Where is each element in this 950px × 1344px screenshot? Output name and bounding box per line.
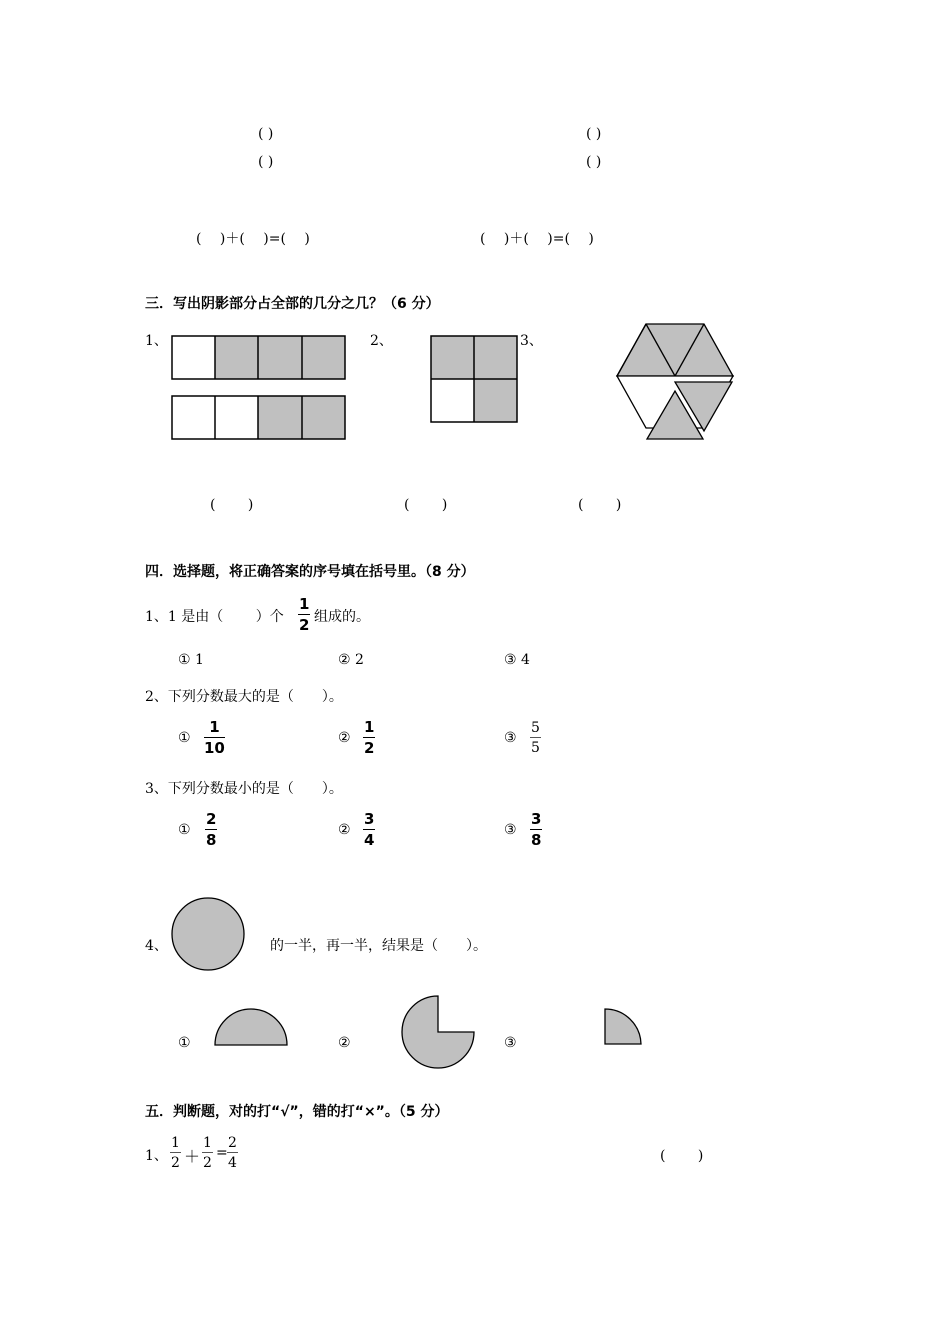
- answer-blank[interactable]: ( ): [258, 154, 274, 170]
- item-3-label: 3、: [520, 333, 543, 349]
- full-circle-figure: [170, 896, 248, 974]
- option-marker-1[interactable]: ①: [178, 1035, 191, 1051]
- question-2-text: 2、下列分数最大的是（ ）。: [145, 689, 343, 705]
- section-3-title: 三．写出阴影部分占全部的几分之几？（6 分）: [145, 296, 440, 312]
- option-marker-1[interactable]: ①: [178, 822, 191, 838]
- fraction-option-1[interactable]: 1 10: [204, 718, 225, 757]
- option-marker-3[interactable]: ③: [504, 1035, 517, 1051]
- fraction-option-3[interactable]: 3 8: [531, 810, 542, 849]
- question-4-label: 4、: [145, 938, 168, 954]
- section-5-title: 五．判断题，对的打“√”，错的打“×”。（5 分）: [145, 1104, 449, 1120]
- quarter-circle-option[interactable]: [602, 1006, 646, 1048]
- question-3-text: 3、下列分数最小的是（ ）。: [145, 781, 343, 797]
- item-2-label: 2、: [370, 333, 393, 349]
- answer-blank[interactable]: ( ): [586, 154, 602, 170]
- question-4-text: 的一半，再一半，结果是（ ）。: [270, 938, 487, 954]
- three-quarter-circle-option[interactable]: [398, 994, 478, 1072]
- answer-blank[interactable]: ( ): [586, 126, 602, 142]
- item-1-label: 1、: [145, 333, 168, 349]
- option-marker-3[interactable]: ③: [504, 822, 517, 838]
- option-1[interactable]: ① 1: [178, 652, 204, 668]
- option-marker-3[interactable]: ③: [504, 730, 517, 746]
- option-marker-1[interactable]: ①: [178, 730, 191, 746]
- plus-sign: ＋: [184, 1147, 201, 1166]
- answer-blank[interactable]: ( ): [210, 497, 254, 513]
- addition-equation-right[interactable]: ( )＋( )=( ): [480, 231, 594, 247]
- answer-blank[interactable]: ( ): [258, 126, 274, 142]
- judge-1-label: 1、: [145, 1148, 168, 1164]
- option-3[interactable]: ③ 4: [504, 652, 530, 668]
- half-circle-option[interactable]: [212, 1007, 292, 1049]
- question-1-text-end: 组成的。: [314, 609, 370, 625]
- option-2[interactable]: ② 2: [338, 652, 364, 668]
- fraction-one-half: 1 2: [299, 595, 310, 634]
- option-marker-2[interactable]: ②: [338, 1035, 351, 1051]
- equals-sign: =: [216, 1145, 228, 1161]
- section-4-title: 四．选择题，将正确答案的序号填在括号里。（8 分）: [145, 564, 475, 580]
- square-fraction-figure: [429, 334, 521, 426]
- addition-equation-left[interactable]: ( )＋( )=( ): [196, 231, 310, 247]
- question-1-text: 1、1 是由（ ）个: [145, 609, 284, 625]
- fraction-option-2[interactable]: 1 2: [364, 718, 375, 757]
- fraction-c: 2 4: [228, 1135, 237, 1171]
- fraction-option-3[interactable]: 5 5: [531, 720, 540, 756]
- answer-blank[interactable]: ( ): [578, 497, 622, 513]
- fraction-a: 1 2: [171, 1135, 180, 1171]
- option-marker-2[interactable]: ②: [338, 730, 351, 746]
- rectangle-fraction-figure-1: [170, 334, 348, 442]
- fraction-option-1[interactable]: 2 8: [206, 810, 217, 849]
- fraction-option-2[interactable]: 3 4: [364, 810, 375, 849]
- hexagon-fraction-figure: [614, 321, 736, 443]
- option-marker-2[interactable]: ②: [338, 822, 351, 838]
- answer-blank[interactable]: ( ): [660, 1148, 704, 1164]
- answer-blank[interactable]: ( ): [404, 497, 448, 513]
- fraction-b: 1 2: [203, 1135, 212, 1171]
